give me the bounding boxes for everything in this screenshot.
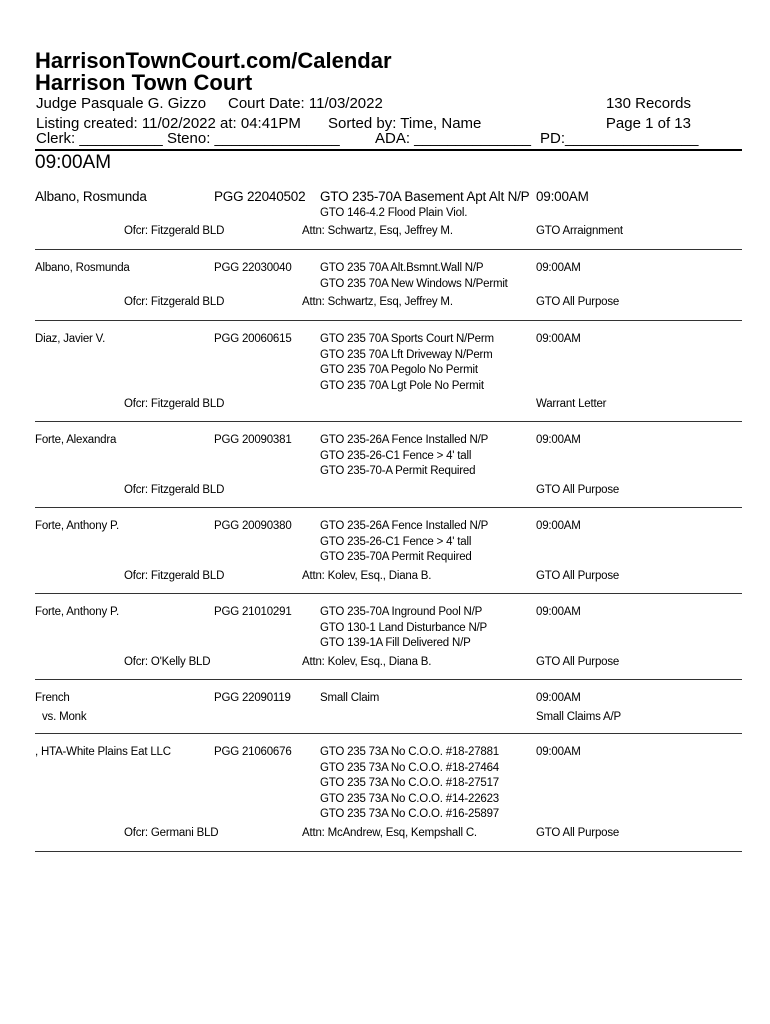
charge-line: Small Claim (320, 692, 380, 704)
defendant-name: Forte, Alexandra (35, 434, 117, 446)
case-type: Warrant Letter (536, 398, 607, 410)
case-type: GTO All Purpose (536, 570, 620, 582)
charge-line: GTO 235-26-C1 Fence > 4' tall (320, 449, 472, 462)
defendant-name: vs. Monk (42, 711, 87, 723)
appearance-time: 09:00AM (536, 189, 589, 204)
officer: Ofcr: Fitzgerald BLD (124, 296, 225, 308)
charge-line: GTO 146-4.2 Flood Plain Viol. (320, 207, 468, 219)
attorney: Attn: Kolev, Esq., Diana B. (302, 656, 432, 668)
case-divider (35, 507, 742, 508)
court-date: Court Date: 11/03/2022 (228, 95, 383, 112)
record-count: 130 Records (605, 95, 691, 112)
docket-number: PGG 20060615 (214, 333, 292, 345)
case-type: GTO Arraignment (536, 225, 623, 237)
case-type: Small Claims A/P (536, 711, 621, 723)
charge-line: GTO 235-26-C1 Fence > 4' tall (320, 535, 472, 548)
docket-number: PGG 20090381 (214, 434, 292, 446)
appearance-time: 09:00AM (536, 434, 581, 446)
sort-order: Sorted by: Time, Name (328, 115, 482, 132)
docket-number: PGG 20090380 (214, 520, 292, 532)
attorney: Attn: Schwartz, Esq, Jeffrey M. (302, 225, 453, 237)
case-divider (35, 249, 742, 250)
site-title: HarrisonTownCourt.com/Calendar (35, 48, 392, 73)
charge-line: GTO 235 70A Lft Driveway N/Perm (320, 348, 493, 361)
charge-line: GTO 235 73A No C.O.O. #16-25897 (320, 808, 499, 820)
officer: Ofcr: O'Kelly BLD (124, 656, 211, 668)
defendant-name: Diaz, Javier V. (35, 333, 106, 345)
charge-line: GTO 235 73A No C.O.O. #18-27464 (320, 761, 499, 774)
officer: Ofcr: Fitzgerald BLD (124, 398, 225, 410)
listing-created: Listing created: 11/02/2022 at: 04:41PM (36, 115, 301, 132)
defendant-name: , HTA-White Plains Eat LLC (35, 746, 171, 758)
charge-line: GTO 130-1 Land Disturbance N/P (320, 621, 488, 634)
charge-line: GTO 235 70A Pegolo No Permit (320, 364, 478, 376)
defendant-name: Forte, Anthony P. (35, 520, 119, 532)
case-divider (35, 679, 742, 680)
case-divider (35, 320, 742, 321)
defendant-name: Albano, Rosmunda (35, 189, 147, 204)
officer: Ofcr: Fitzgerald BLD (124, 225, 225, 237)
appearance-time: 09:00AM (536, 333, 581, 345)
officer: Ofcr: Germani BLD (124, 827, 219, 839)
appearance-time: 09:00AM (536, 606, 581, 618)
case-type: GTO All Purpose (536, 484, 620, 496)
docket-number: PGG 22040502 (214, 189, 306, 204)
appearance-time: 09:00AM (536, 746, 581, 758)
attorney: Attn: Kolev, Esq., Diana B. (302, 570, 432, 582)
case-divider (35, 851, 742, 852)
docket-number: PGG 21010291 (214, 606, 292, 618)
charge-line: GTO 235 73A No C.O.O. #14-22623 (320, 792, 499, 805)
attorney: Attn: Schwartz, Esq, Jeffrey M. (302, 296, 453, 308)
page-number: Page 1 of 13 (605, 115, 691, 132)
case-type: GTO All Purpose (536, 296, 620, 308)
ada-field: ADA: ______________ (375, 130, 531, 147)
header-divider (35, 149, 742, 151)
appearance-time: 09:00AM (536, 692, 581, 704)
docket-number: PGG 22090119 (214, 692, 291, 704)
court-name: Harrison Town Court (35, 70, 253, 95)
case-divider (35, 421, 742, 422)
charge-line: GTO 235-70A Basement Apt Alt N/P (320, 189, 530, 204)
case-divider (35, 733, 742, 734)
attorney: Attn: McAndrew, Esq, Kempshall C. (302, 827, 477, 839)
charge-line: GTO 235 70A Lgt Pole No Permit (320, 379, 484, 392)
clerk-field: Clerk: __________ (36, 130, 163, 147)
charge-line: GTO 139-1A Fill Delivered N/P (320, 637, 471, 649)
charge-line: GTO 235-26A Fence Installed N/P (320, 520, 489, 532)
judge-name: Judge Pasquale G. Gizzo (36, 95, 207, 112)
officer: Ofcr: Fitzgerald BLD (124, 570, 225, 582)
defendant-name: Forte, Anthony P. (35, 606, 119, 618)
case-divider (35, 593, 742, 594)
charge-line: GTO 235 70A Alt.Bsmnt.Wall N/P (320, 262, 484, 274)
charge-list (320, 433, 488, 480)
case-type: GTO All Purpose (536, 656, 620, 668)
appearance-time: 09:00AM (536, 262, 581, 274)
charge-line: GTO 235-70A Inground Pool N/P (320, 606, 483, 618)
charge-line: GTO 235-70-A Permit Required (320, 465, 476, 477)
defendant-name: Albano, Rosmunda (35, 262, 130, 274)
steno-field: Steno: _______________ (167, 130, 340, 147)
charge-line: GTO 235 70A Sports Court N/Perm (320, 333, 494, 345)
docket-number: PGG 22030040 (214, 262, 292, 274)
charge-line: GTO 235-70A Permit Required (320, 551, 472, 563)
charge-list (320, 332, 494, 394)
docket-number: PGG 21060676 (214, 746, 292, 758)
officer: Ofcr: Fitzgerald BLD (124, 484, 225, 496)
time-slot-heading: 09:00AM (35, 152, 112, 173)
charge-list (320, 519, 488, 566)
charge-list (320, 745, 499, 823)
charge-line: GTO 235-26A Fence Installed N/P (320, 434, 489, 446)
charge-line: GTO 235 70A New Windows N/Permit (320, 277, 508, 290)
pd-field: PD:________________ (540, 130, 699, 147)
charge-list (320, 605, 487, 652)
plaintiff-name: French (35, 692, 70, 704)
appearance-time: 09:00AM (536, 520, 581, 532)
charge-line: GTO 235 73A No C.O.O. #18-27881 (320, 746, 499, 758)
charge-line: GTO 235 73A No C.O.O. #18-27517 (320, 777, 499, 789)
case-type: GTO All Purpose (536, 827, 620, 839)
charge-list (320, 261, 508, 292)
